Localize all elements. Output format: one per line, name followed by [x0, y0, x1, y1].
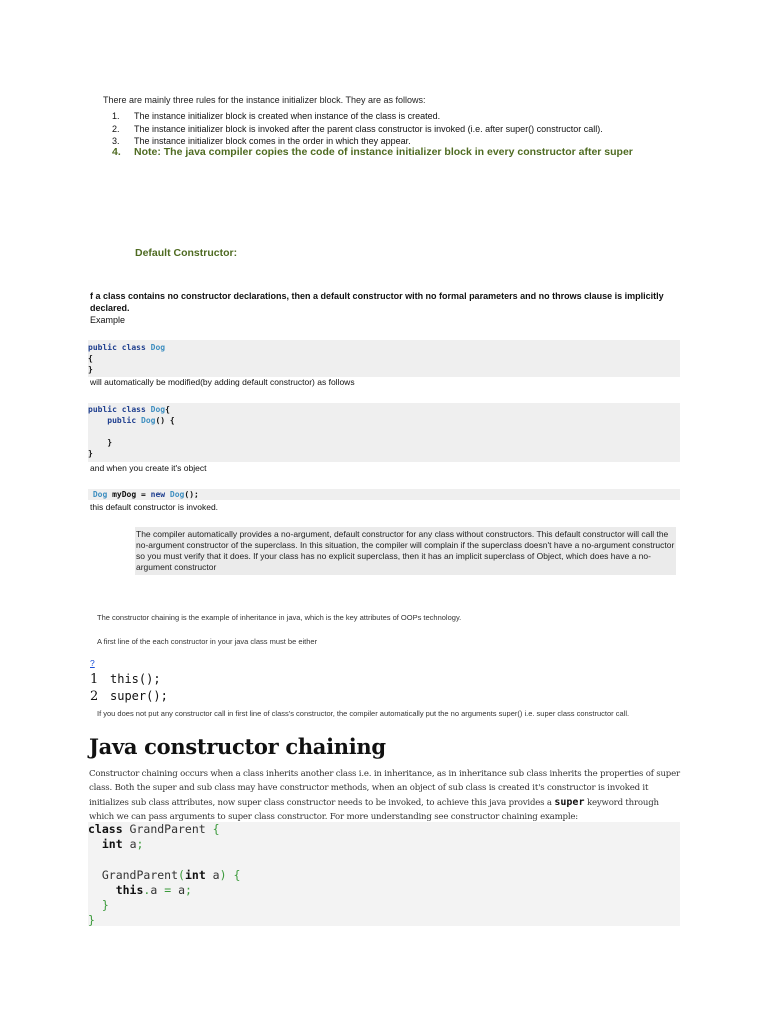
default-constructor-description: f a class contains no constructor declarations, then a default constructor with no formal parameters and no throws clause is implicitly declared.: [90, 291, 664, 313]
rules-list: [112, 110, 633, 158]
code-block-dog-constructor: public class Dog{ public Dog() { } }: [88, 403, 680, 462]
intro-text: There are mainly three rules for the instance initializer block. They are as follows:: [103, 95, 426, 105]
chaining-paragraph: Constructor chaining occurs when a class inherits another class i.e. in inheritance, as in inheritance sub class inherits the properties of super class. Both the super and sub class may have constructor methods, when an object of sub class is created it's constructor is invoked it initializes sub class attributes, now super class constructor needs to be invoked, to achieve this java provides a super keyword through which we can pass arguments to super class constructor. For more understanding see constructor chaining example:: [89, 769, 680, 823]
super-keyword: super: [554, 796, 585, 808]
section-title: Java constructor chaining: [89, 734, 386, 759]
chaining-intro-text: The constructor chaining is the example of inheritance in java, which is the key attributes of OOPs technology.: [97, 613, 462, 622]
quote-box: The compiler automatically provides a no-argument, default constructor for any class without constructors. This default constructor will call the no-argument constructor of the superclass. In this situation, the compiler will complain if the superclass doesn't have a no-argument constructor so you must verify that it does. If your class has no explicit superclass, then it has an implicit superclass of Object, which does have a no-argument constructor: [135, 527, 676, 575]
chain-code-block: [90, 671, 168, 704]
rule-note: 4. Note: The java compiler copies the code of instance initializer block in every constructor after super: [112, 145, 633, 158]
rule-item: 1. The instance initializer block is created when instance of the class is created.: [112, 111, 441, 121]
modified-text: will automatically be modified(by adding default constructor) as follows: [90, 377, 355, 387]
default-constructor-heading: Default Constructor:: [135, 247, 238, 259]
rule-item: 3. The instance initializer block comes in the order in which they appear.: [112, 136, 411, 146]
code-block-dog: public class Dog { }: [88, 340, 680, 377]
code-block-grandparent: class GrandParent { int a; GrandParent(int a) { this.a = a; } }: [88, 822, 680, 926]
code-block-new-dog: Dog myDog = new Dog();: [88, 489, 680, 500]
rule-item: 2. The instance initializer block is invoked after the parent class constructor is invoked (i.e. after super() constructor call).: [112, 123, 603, 134]
no-call-text: If you does not put any constructor call in first line of class's constructor, the compiler automatically put the no arguments super() i.e. super class constructor call.: [97, 709, 630, 718]
create-object-text: and when you create it's object: [90, 463, 207, 473]
first-line-text: A first line of the each constructor in your java class must be either: [97, 637, 318, 646]
code-line: 1 this();: [90, 672, 161, 687]
example-label: Example: [90, 315, 126, 325]
help-link[interactable]: ?: [90, 658, 95, 668]
code-line: 2 super();: [90, 688, 168, 704]
invoked-text: this default constructor is invoked.: [90, 502, 219, 512]
